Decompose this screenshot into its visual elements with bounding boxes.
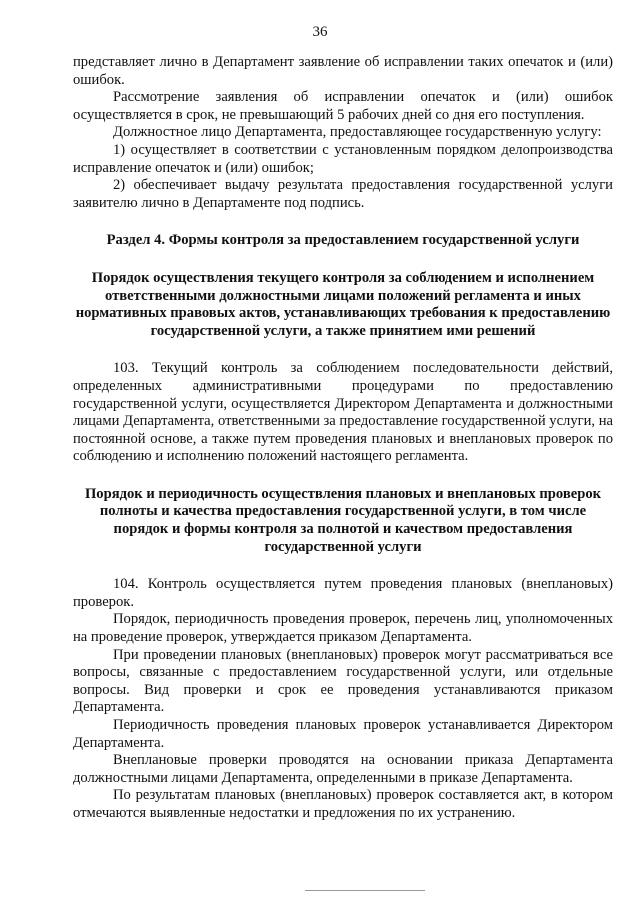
paragraph: Должностное лицо Департамента, предоставляющее государственную услугу: (113, 124, 602, 141)
paragraph: 1) осуществляет в соответствии с установленным порядком делопроизводства исправление опечаток и (или) ошибок; (73, 141, 613, 176)
subsection-heading: Порядок и периодичность осуществления плановых и внеплановых проверок полноты и качества предоставления государственной услуги, в том числе порядок и формы контроля за полнотой и качеством предоставления государственной услуги (84, 485, 602, 555)
paragraph: Порядок, периодичность проведения проверок, перечень лиц, уполномоченных на проведение проверок, утверждается приказом Департамента. (73, 611, 613, 646)
paragraph: При проведении плановых (внеплановых) проверок могут рассматриваться все вопросы, связанные с предоставлением государственной услуги, или отдельные вопросы. Вид проверки и срок ее проведения устанавливаются приказом Департамента. (73, 646, 613, 716)
paragraph: Периодичность проведения плановых проверок устанавливается Директором Департамента. (73, 717, 613, 751)
paragraph: По результатам плановых (внеплановых) проверок составляется акт, в котором отмечаются выявленные недостатки и предложения по их устранению. (73, 787, 613, 821)
paragraph: представляет лично в Департамент заявление об исправлении таких опечаток и (или) ошибок. (73, 54, 613, 88)
section-heading: Раздел 4. Формы контроля за предоставлением государственной услуги (106, 232, 580, 249)
paragraph-103: 103. Текущий контроль за соблюдением последовательности действий, определенных административными процедурами по предоставлению государственной услуги, осуществляется Директором Департамента и должностными лицами Департамента, ответственными за предоставление государственной услуги, на постоянной основе, а также путем проведения плановых и внеплановых проверок по соблюдению и исполнению положений настоящего регламента. (73, 360, 614, 465)
paragraph-104: 104. Контроль осуществляется путем проведения плановых (внеплановых) проверок. (73, 576, 613, 610)
subsection-heading: Порядок осуществления текущего контроля за соблюдением и исполнением ответственными должностными лицами положений регламента и иных нормативных правовых актов, устанавливающих требования к предоставлению государственной услуги, а также принятием ими решений (75, 269, 611, 339)
page-number: 36 (312, 24, 328, 40)
footer-divider (305, 890, 425, 891)
page-content (73, 54, 613, 823)
paragraph: 2) обеспечивает выдачу результата предоставления государственной услуги заявителю лично в Департаменте под подпись. (73, 177, 613, 211)
paragraph: Рассмотрение заявления об исправлении опечаток и (или) ошибок осуществляется в срок, не превышающий 5 рабочих дней со дня его поступления. (73, 89, 613, 123)
paragraph: Внеплановые проверки проводятся на основании приказа Департамента должностными лицами Департамента, определенными в приказе Департамента. (73, 752, 613, 786)
